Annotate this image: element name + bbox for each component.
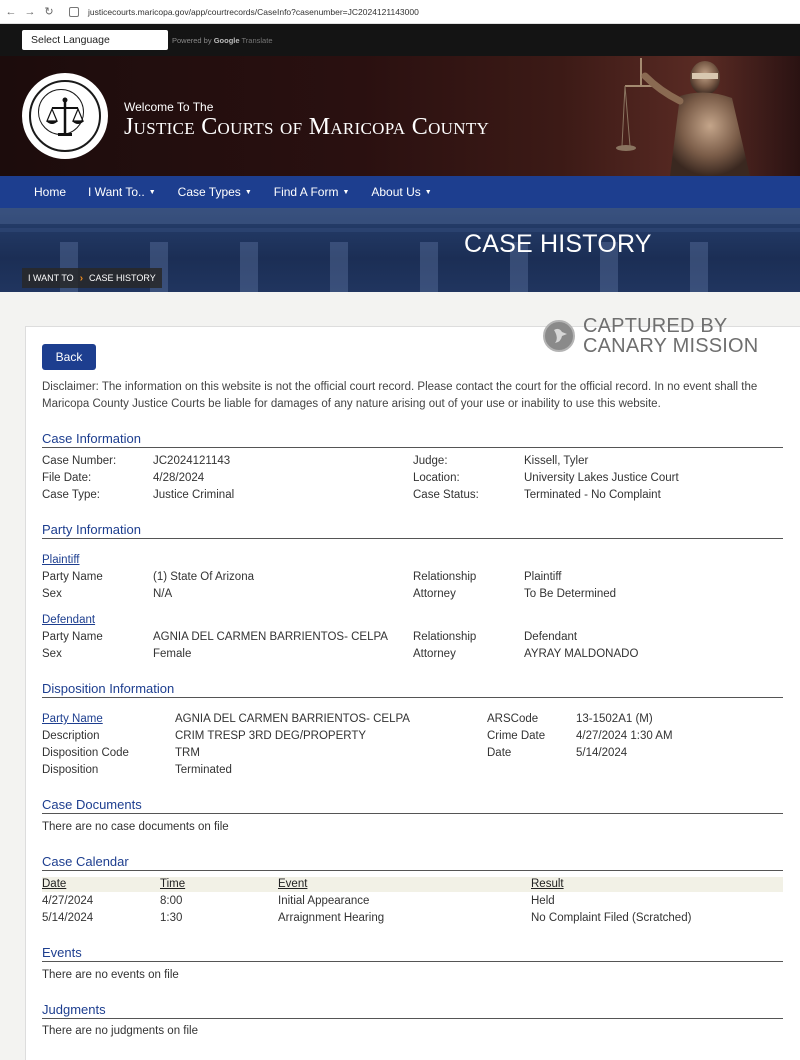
translate-bar: [0, 24, 800, 56]
file-date-value: 4/28/2024: [153, 472, 205, 484]
chevron-right-icon: ›: [79, 272, 84, 284]
browser-toolbar: [0, 0, 800, 24]
breadcrumb-i-want-to[interactable]: I WANT TO: [28, 273, 74, 283]
calendar-header-date[interactable]: Date: [42, 878, 67, 890]
defendant-attorney-value: AYRAY MALDONADO: [524, 648, 639, 660]
disposition-code-value: TRM: [175, 747, 200, 759]
no-documents-text: There are no case documents on file: [42, 821, 229, 833]
nav-home[interactable]: [34, 185, 66, 199]
calendar-table-header: [42, 877, 783, 892]
case-documents-heading: Case Documents: [42, 797, 783, 814]
scales-of-justice-icon: [25, 76, 111, 162]
plaintiff-party-name-label: Party Name: [42, 571, 103, 583]
defendant-sex-value: Female: [153, 648, 192, 660]
disposition-code-label: Disposition Code: [42, 747, 129, 759]
calendar-row-1-event: Initial Appearance: [278, 895, 370, 907]
case-number-label: Case Number:: [42, 455, 117, 467]
calendar-row-1-result: Held: [531, 895, 555, 907]
disposition-party-name-value: AGNIA DEL CARMEN BARRIENTOS- CELPA: [175, 713, 410, 725]
nav-about-us-label: About Us: [371, 185, 421, 199]
watermark-line-1: CAPTURED BY: [583, 315, 728, 337]
disposition-value: Terminated: [175, 764, 232, 776]
forward-arrow-icon[interactable]: →: [24, 5, 36, 18]
address-bar[interactable]: justicecourts.maricopa.gov/app/courtrecords/CaseInfo?casenumber=JC2024121143000: [88, 6, 419, 17]
site-info-icon[interactable]: [69, 7, 79, 17]
events-heading: Events: [42, 945, 783, 962]
disposition-label: Disposition: [42, 764, 99, 776]
plaintiff-heading[interactable]: Plaintiff: [42, 554, 80, 566]
nav-find-a-form-label: Find A Form: [273, 185, 339, 199]
powered-by-text: Powered by: [172, 35, 212, 45]
caret-down-icon: ▼: [342, 188, 350, 196]
calendar-row-2-date: 5/14/2024: [42, 912, 94, 924]
crime-date-value: 4/27/2024 1:30 AM: [576, 730, 673, 742]
welcome-text: Welcome To The: [124, 100, 214, 114]
nav-find-a-form[interactable]: [274, 185, 350, 199]
file-date-label: File Date:: [42, 472, 92, 484]
caret-down-icon: ▼: [244, 188, 252, 196]
nav-about-us[interactable]: [371, 185, 431, 199]
plaintiff-attorney-value: To Be Determined: [524, 588, 617, 600]
nav-case-types-label: Case Types: [177, 185, 241, 199]
defendant-party-name-label: Party Name: [42, 631, 103, 643]
case-status-value: Terminated - No Complaint: [524, 489, 661, 501]
calendar-row-2-event: Arraignment Hearing: [278, 912, 385, 924]
page-hero: [0, 208, 800, 292]
no-events-text: There are no events on file: [42, 969, 179, 981]
canary-bird-icon: [543, 320, 575, 352]
crime-date-label: Crime Date: [487, 730, 546, 742]
powered-by-google: [172, 36, 273, 45]
case-information-heading: Case Information: [42, 431, 783, 448]
nav-i-want-to-label: I Want To..: [88, 185, 145, 199]
case-calendar-heading: Case Calendar: [42, 854, 783, 871]
judge-value: Kissell, Tyler: [524, 455, 589, 467]
calendar-row-2-result: No Complaint Filed (Scratched): [531, 912, 692, 924]
calendar-row-2-time: 1:30: [160, 912, 183, 924]
location-value: University Lakes Justice Court: [524, 472, 679, 484]
disposition-date-value: 5/14/2024: [576, 747, 628, 759]
plaintiff-attorney-label: Attorney: [413, 588, 456, 600]
lady-justice-statue-image: [600, 56, 770, 176]
no-judgments-text: There are no judgments on file: [42, 1025, 198, 1037]
page-title: CASE HISTORY: [464, 230, 652, 258]
nav-i-want-to[interactable]: [88, 185, 156, 199]
description-label: Description: [42, 730, 100, 742]
reload-icon[interactable]: ↻: [44, 5, 54, 18]
back-button[interactable]: Back: [42, 344, 96, 370]
calendar-row-1-date: 4/27/2024: [42, 895, 94, 907]
plaintiff-party-name-value: (1) State Of Arizona: [153, 571, 254, 583]
translate-link[interactable]: Translate: [241, 35, 273, 45]
nav-case-types[interactable]: [178, 185, 252, 199]
language-select[interactable]: Select Language: [22, 30, 168, 50]
disposition-party-name-label[interactable]: Party Name: [42, 713, 103, 725]
judge-label: Judge:: [413, 455, 448, 467]
ars-code-label: ARSCode: [487, 713, 539, 725]
defendant-heading[interactable]: Defendant: [42, 614, 96, 626]
breadcrumb: [22, 268, 162, 288]
disposition-information-heading: Disposition Information: [42, 681, 783, 698]
calendar-header-event[interactable]: Event: [278, 878, 308, 890]
case-number-value: JC2024121143: [153, 455, 231, 467]
defendant-attorney-label: Attorney: [413, 648, 456, 660]
calendar-row-1-time: 8:00: [160, 895, 183, 907]
watermark-line-2: CANARY MISSION: [583, 335, 759, 357]
defendant-party-name-value: AGNIA DEL CARMEN BARRIENTOS- CELPA: [153, 631, 388, 643]
calendar-header-time[interactable]: Time: [160, 878, 186, 890]
calendar-header-result[interactable]: Result: [531, 878, 564, 890]
plaintiff-sex-label: Sex: [42, 588, 62, 600]
disposition-date-label: Date: [487, 747, 512, 759]
court-seal-logo[interactable]: [22, 73, 108, 159]
plaintiff-sex-value: N/A: [153, 588, 173, 600]
case-status-label: Case Status:: [413, 489, 479, 501]
party-information-heading: Party Information: [42, 522, 783, 539]
defendant-relationship-label: Relationship: [413, 631, 477, 643]
case-type-value: Justice Criminal: [153, 489, 235, 501]
defendant-relationship-value: Defendant: [524, 631, 578, 643]
nav-home-label: Home: [34, 185, 67, 199]
caret-down-icon: ▼: [148, 188, 156, 196]
google-logo-text: Google: [213, 35, 240, 45]
breadcrumb-case-history: CASE HISTORY: [89, 273, 156, 283]
header-banner: [0, 56, 800, 176]
defendant-sex-label: Sex: [42, 648, 62, 660]
plaintiff-relationship-value: Plaintiff: [524, 571, 562, 583]
main-nav: [0, 176, 800, 208]
judgments-heading: Judgments: [42, 1002, 783, 1019]
case-type-label: Case Type:: [42, 489, 100, 501]
canary-mission-watermark: [543, 316, 758, 356]
ars-code-value: 13-1502A1 (M): [576, 713, 653, 725]
disclaimer-text: Disclaimer: The information on this website is not the official court record. Please contact the court for the official record. In no event shall the Maricopa County Justice Courts be liable for damages of any nature arising out of your use or inability to use this website.: [42, 381, 758, 410]
caret-down-icon: ▼: [424, 188, 432, 196]
back-arrow-icon[interactable]: ←: [5, 5, 17, 18]
site-title[interactable]: Justice Courts of Maricopa County: [124, 114, 490, 140]
location-label: Location:: [413, 472, 460, 484]
description-value: CRIM TRESP 3RD DEG/PROPERTY: [175, 730, 367, 742]
plaintiff-relationship-label: Relationship: [413, 571, 477, 583]
